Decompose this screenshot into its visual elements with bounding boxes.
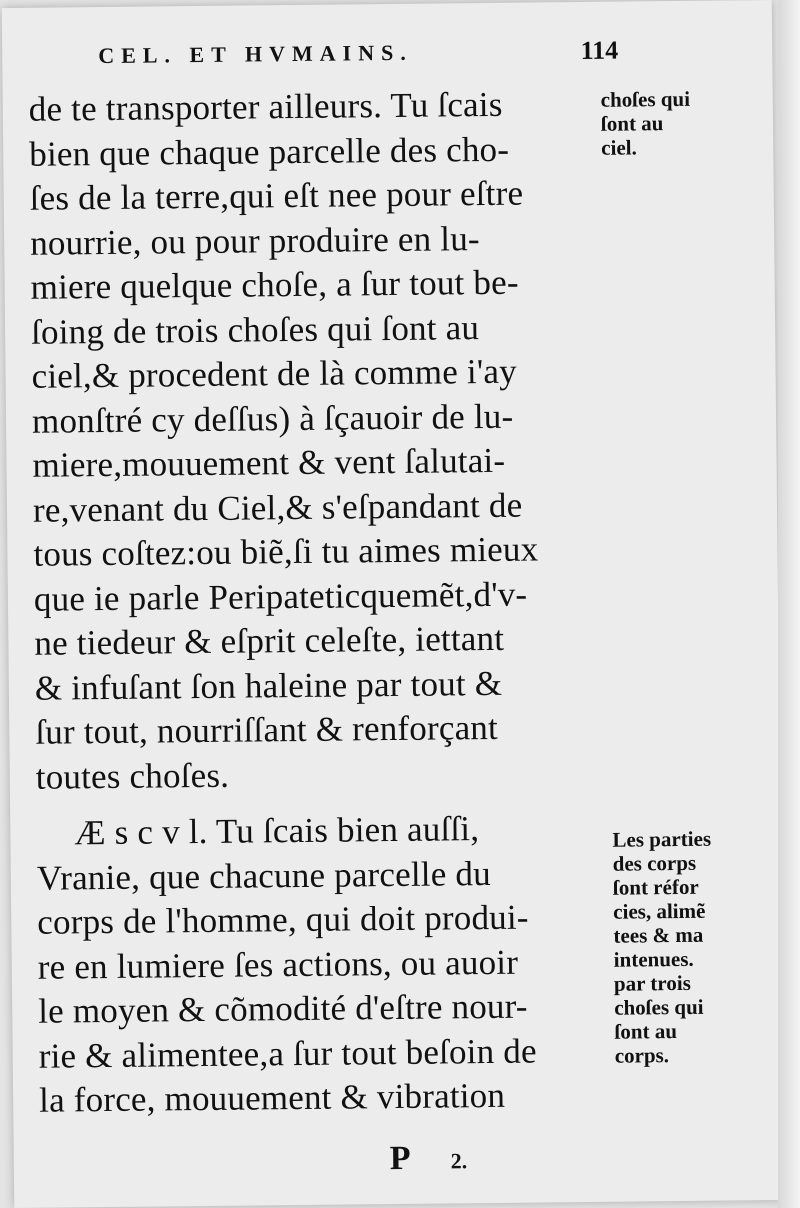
marginal-line: corps. <box>614 1043 670 1068</box>
main-text <box>29 82 620 1124</box>
text-line: re en lumiere ſes actions, ou auoir <box>37 942 519 987</box>
marginal-line: ciel. <box>601 135 637 160</box>
marginal-line: intenues. <box>613 946 694 972</box>
text-line: Æ s c v l. Tu ſcais bien auſſi, <box>74 809 480 853</box>
text-line: tous coſtez:ou biẽ,ſi tu aimes mieux <box>33 529 539 574</box>
marginal-line: tees & ma <box>613 922 704 948</box>
page-edge <box>778 0 800 1208</box>
marginal-line: Les parties <box>612 826 712 852</box>
marginal-line: ſont au <box>614 1019 678 1044</box>
text-line: re,venant du Ciel,& s'eſpandant de <box>32 485 523 530</box>
page-number: 114 <box>580 35 619 66</box>
text-line: nourrie, ou pour produire en lu- <box>29 218 480 263</box>
text-line: monſtré cy deſſus) à ſçauoir de lu- <box>31 396 514 441</box>
running-head <box>98 35 619 73</box>
book-page <box>2 0 785 1208</box>
text-line: ſur tout, nourriſſant & renforçant <box>35 707 499 752</box>
text-line: ne tiedeur & eſprit celeſte, iettant <box>34 618 505 663</box>
text-line: ſoing de trois choſes qui ſont au <box>30 307 480 352</box>
marginal-line: choſes qui <box>614 994 704 1020</box>
text-line: de te transporter ailleurs. Tu ſcais <box>28 84 503 129</box>
text-line: ſes de la terre,qui eſt nee pour eſtre <box>29 173 524 218</box>
paragraph-2 <box>36 806 616 857</box>
text-line: que ie parle Peripateticquemẽt,d'v- <box>33 574 528 619</box>
signature-letter: P <box>389 1139 451 1178</box>
paragraph-1 <box>29 82 616 800</box>
text-line: miere,mouuement & vent ſalutai- <box>32 440 506 485</box>
marginal-line: cies, alimẽ <box>613 898 706 924</box>
text-line: & infuſant ſon haleine par tout & <box>34 663 503 708</box>
marginal-note-2 <box>612 827 713 1068</box>
text-line: le moyen & cõmodité d'eſtre nour- <box>38 986 528 1031</box>
paragraph-2-cont <box>37 850 620 1123</box>
marginal-line: choſes qui <box>600 86 691 112</box>
marginal-note-1 <box>601 87 691 160</box>
text-line: Vranie, que chacune parcelle du <box>36 853 492 898</box>
signature-number: 2. <box>450 1148 468 1174</box>
marginal-line: par trois <box>613 970 691 996</box>
text-line: corps de l'homme, qui doit produi- <box>37 897 529 942</box>
marginal-line: ſont réfor <box>612 874 699 900</box>
marginal-line: ſont au <box>600 111 664 136</box>
running-head-title: CEL. ET HVMAINS. <box>98 39 413 69</box>
text-line: bien que chaque parcelle des cho- <box>29 129 510 174</box>
text-line: toutes choſes. <box>35 755 230 797</box>
signature-mark <box>390 1139 468 1178</box>
text-line: miere quelque choſe, a ſur tout be- <box>30 262 519 307</box>
text-line: rie & alimentee,a ſur tout beſoin de <box>38 1031 537 1076</box>
marginal-line: des corps <box>612 850 697 876</box>
text-line: ciel,& procedent de là comme i'ay <box>31 351 517 396</box>
text-line: la force, mouuement & vibration <box>38 1075 506 1120</box>
